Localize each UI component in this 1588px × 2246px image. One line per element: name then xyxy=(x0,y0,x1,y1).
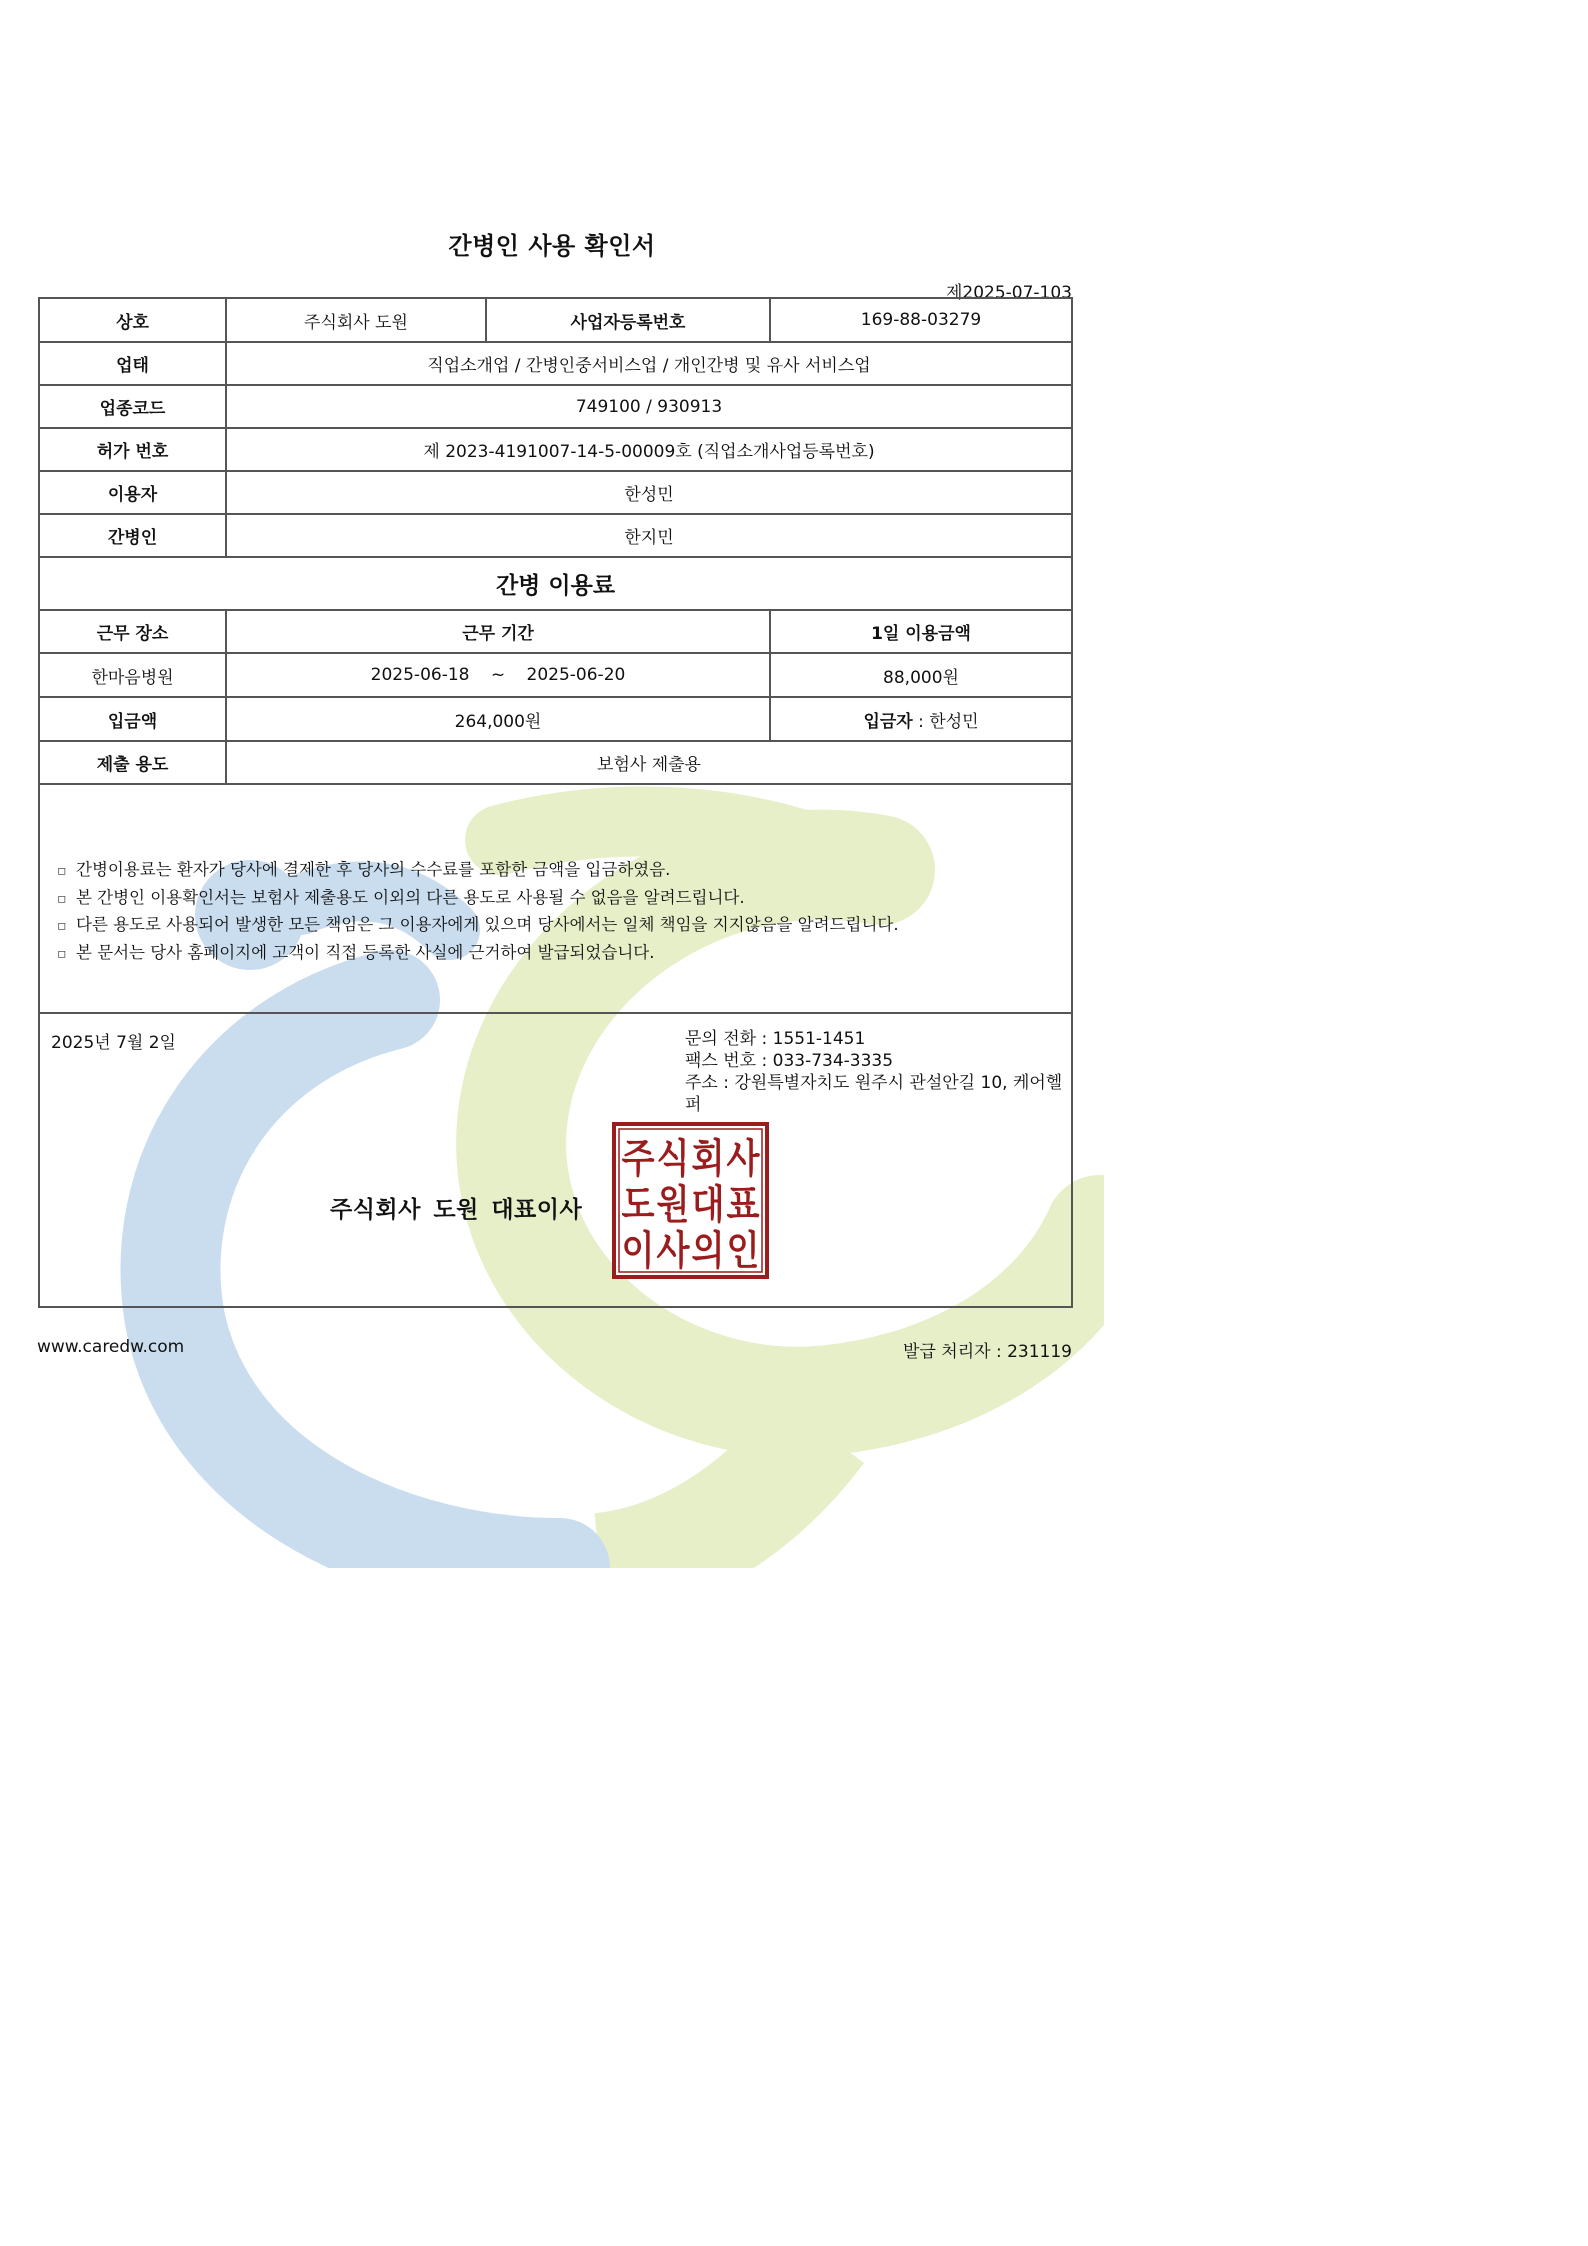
depositor xyxy=(770,697,1072,741)
depositor-name: 한성민 xyxy=(929,711,979,732)
work-period xyxy=(226,653,770,697)
note-item: ▫ 간병이용료는 환자가 당사에 결제한 후 당사의 수수료를 포함한 금액을 입금하였음. xyxy=(57,857,1071,885)
seal-character: 도 xyxy=(621,1182,655,1228)
certificate-table xyxy=(38,297,1073,1308)
seal-character: 인 xyxy=(726,1228,760,1274)
issue-date: 2025년 7월 2일 xyxy=(51,1033,176,1053)
document-number: 제2025-07-103 xyxy=(945,283,1072,303)
caregiver-name: 한지민 xyxy=(226,514,1072,557)
seal-character: 대 xyxy=(691,1182,725,1228)
notes-list xyxy=(40,857,1071,967)
daily-amount: 88,000원 xyxy=(770,653,1072,697)
user-name: 한성민 xyxy=(226,471,1072,514)
industry-code-label: 업종코드 xyxy=(39,385,226,428)
deposit-amount: 264,000원 xyxy=(226,697,770,741)
seal-character: 사 xyxy=(656,1228,691,1274)
seal-character: 이 xyxy=(621,1228,655,1274)
seal-character: 원 xyxy=(656,1182,690,1228)
contact-info xyxy=(685,1028,1071,1116)
issuer-id: 발급 처리자 : 231119 xyxy=(903,1342,1072,1362)
company-name: 주식회사 도원 xyxy=(226,298,486,342)
deposit-label: 입금액 xyxy=(39,697,226,741)
business-registration-number: 169-88-03279 xyxy=(770,298,1072,342)
document-title: 간병인 사용 확인서 xyxy=(448,232,656,260)
period-end: 2025-06-20 xyxy=(526,665,626,685)
seal-character: 주 xyxy=(621,1136,655,1182)
note-item: ▫ 본 문서는 당사 홈페이지에 고객이 직접 등록한 사실에 근거하여 발급되었습니다. xyxy=(57,940,1071,968)
work-place: 한마음병원 xyxy=(39,653,226,697)
issuance-section xyxy=(39,1013,1072,1307)
depositor-separator: : xyxy=(912,711,930,732)
seal-character: 표 xyxy=(726,1182,760,1228)
fee-section-title: 간병 이용료 xyxy=(39,557,1072,610)
industry-code: 749100 / 930913 xyxy=(226,385,1072,428)
purpose-label: 제출 용도 xyxy=(39,741,226,784)
purpose: 보험사 제출용 xyxy=(226,741,1072,784)
depositor-label: 입금자 xyxy=(863,711,913,732)
user-label: 이용자 xyxy=(39,471,226,514)
period-start: 2025-06-18 xyxy=(370,665,470,685)
notes-section xyxy=(39,784,1072,1013)
caregiver-label: 간병인 xyxy=(39,514,226,557)
daily-amount-label: 1일 이용금액 xyxy=(770,610,1072,653)
business-type: 직업소개업 / 간병인중서비스업 / 개인간병 및 유사 서비스업 xyxy=(226,342,1072,385)
company-name-label: 상호 xyxy=(39,298,226,342)
business-registration-label: 사업자등록번호 xyxy=(486,298,770,342)
signature-line: 주식회사 도원 대표이사 xyxy=(330,1197,583,1223)
company-seal-stamp xyxy=(612,1122,769,1279)
phone-number: 문의 전화 : 1551-1451 xyxy=(685,1029,866,1049)
period-separator: ~ xyxy=(490,665,506,685)
seal-character: 사 xyxy=(726,1136,761,1182)
business-type-label: 업태 xyxy=(39,342,226,385)
fax-number: 팩스 번호 : 033-734-3335 xyxy=(685,1051,894,1071)
seal-character: 식 xyxy=(656,1136,690,1182)
permit-number: 제 2023-4191007-14-5-00009호 (직업소개사업등록번호) xyxy=(226,428,1072,471)
seal-character: 회 xyxy=(691,1136,725,1182)
seal-character: 의 xyxy=(691,1228,725,1274)
note-item: ▫ 본 간병인 이용확인서는 보험사 제출용도 이외의 다른 용도로 사용될 수 없음을 알려드립니다. xyxy=(57,885,1071,913)
work-period-label: 근무 기간 xyxy=(226,610,770,653)
permit-number-label: 허가 번호 xyxy=(39,428,226,471)
company-address: 주소 : 강원특별자치도 원주시 관설안길 10, 케어헬퍼 xyxy=(685,1073,1063,1115)
note-item: ▫ 다른 용도로 사용되어 발생한 모든 책임은 그 이용자에게 있으며 당사에서는 일체 책임을 지지않음을 알려드립니다. xyxy=(57,912,1071,940)
work-place-label: 근무 장소 xyxy=(39,610,226,653)
website-url: www.caredw.com xyxy=(37,1337,185,1357)
